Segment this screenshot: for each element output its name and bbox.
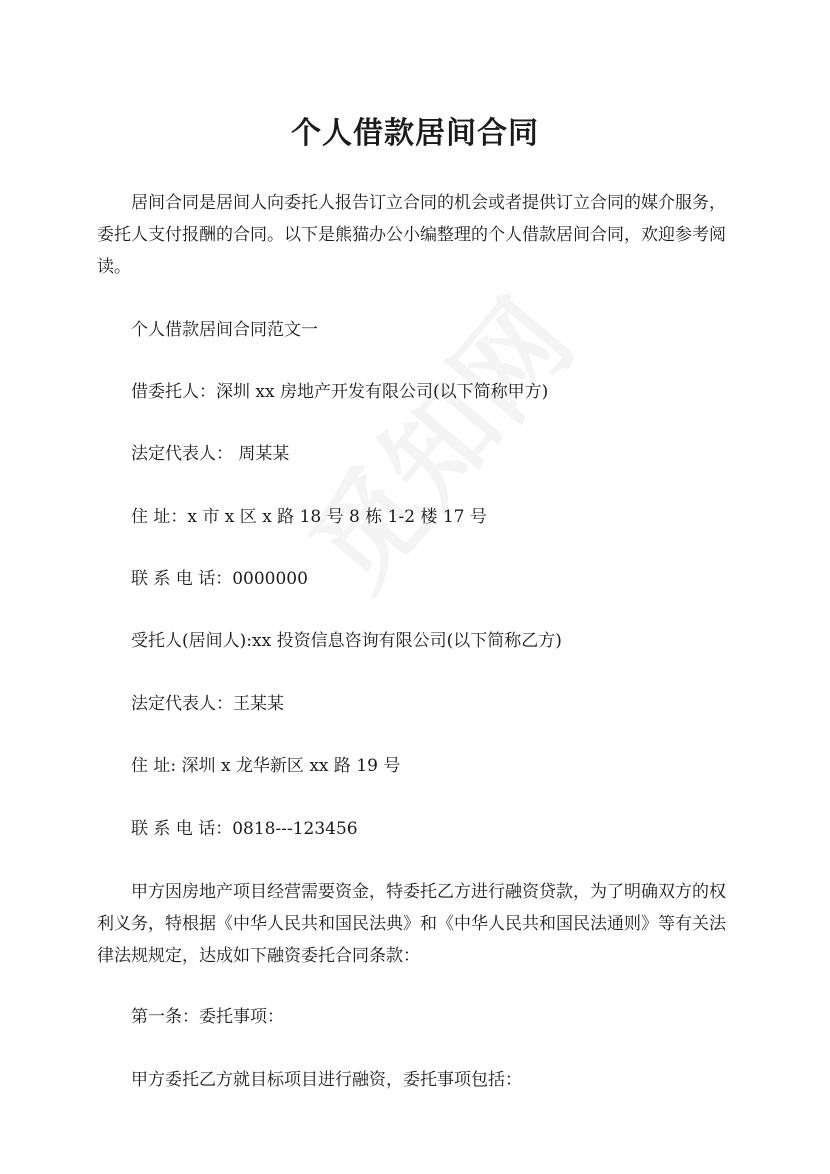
line-agent: 受托人(居间人):xx 投资信息咨询有限公司(以下简称乙方) xyxy=(131,631,562,651)
document-title: 个人借款居间合同 xyxy=(291,116,539,151)
line-client-rep: 法定代表人： 周某某 xyxy=(131,444,290,464)
line-sample-heading: 个人借款居间合同范文一 xyxy=(131,320,318,340)
line-client-phone: 联 系 电 话：0000000 xyxy=(131,569,308,589)
line-client-address: 住 址：x 市 x 区 x 路 18 号 8 栋 1-2 楼 17 号 xyxy=(131,507,487,527)
line-agent-rep: 法定代表人：王某某 xyxy=(131,694,284,714)
line-agent-phone: 联 系 电 话：0818---123456 xyxy=(131,819,358,839)
body-paragraph: 甲方因房地产项目经营需要资金，特委托乙方进行融资贷款，为了明确双方的权利义务，特根据《中华人民共和国民法典》和《中华人民共和国民法通则》等有关法律法规规定，达成如下融资委托合同条款： xyxy=(97,882,726,966)
watermark xyxy=(268,262,601,616)
intro-paragraph: 居间合同是居间人向委托人报告订立合同的机会或者提供订立合同的媒介服务，委托人支付报酬的合同。以下是熊猫办公小编整理的个人借款居间合同，欢迎参考阅读。 xyxy=(97,193,726,277)
article-1-text: 甲方委托乙方就目标项目进行融资，委托事项包括： xyxy=(131,1070,522,1090)
line-agent-address: 住 址: 深圳 x 龙华新区 xx 路 19 号 xyxy=(131,756,401,776)
article-1-heading: 第一条：委托事项： xyxy=(131,1007,284,1027)
line-client: 借委托人：深圳 xx 房地产开发有限公司(以下简称甲方) xyxy=(131,382,549,402)
